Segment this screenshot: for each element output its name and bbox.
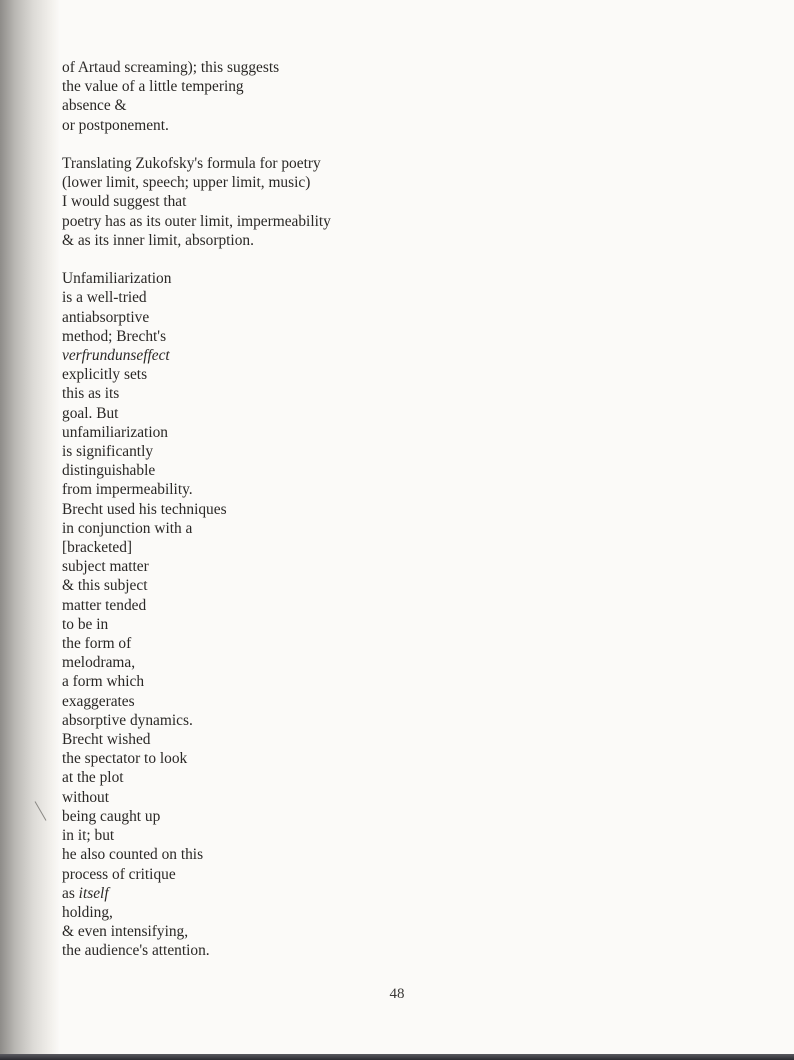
text-line: (lower limit, speech; upper limit, music) — [62, 174, 311, 192]
text-line: a form which — [62, 673, 145, 691]
text-line: this as its — [62, 385, 120, 403]
poem-text — [62, 58, 742, 980]
text-line — [62, 346, 742, 365]
text-line: method; Brecht's — [62, 327, 167, 345]
text-line: & as its inner limit, absorption. — [62, 231, 254, 249]
text-line: in conjunction with a — [62, 519, 193, 537]
text-line: or postponement. — [62, 116, 169, 134]
text-line: is significantly — [62, 443, 154, 461]
text-line: the value of a little tempering — [62, 78, 244, 96]
text-line: the spectator to look — [62, 750, 188, 768]
text-line — [62, 884, 742, 903]
text-line: Translating Zukofsky's formula for poetry — [62, 155, 321, 172]
text-line: to be in — [62, 615, 109, 633]
text-line: Brecht wished — [62, 731, 151, 749]
text-line: poetry has as its outer limit, impermeability — [62, 212, 331, 230]
book-gutter-shadow — [0, 0, 60, 1060]
text-line: absorptive dynamics. — [62, 711, 193, 729]
text-line: antiabsorptive — [62, 308, 150, 326]
text-line: the audience's attention. — [62, 942, 210, 960]
text-line: he also counted on this — [62, 846, 204, 864]
text-line: Brecht used his techniques — [62, 500, 227, 518]
text-line: distinguishable — [62, 462, 156, 480]
text-line: of Artaud screaming); this suggests — [62, 59, 280, 76]
text-line: melodrama, — [62, 654, 136, 672]
italic-term: verfrundunseffect — [62, 347, 170, 365]
scan-bottom-edge — [0, 1054, 794, 1060]
text-line: I would suggest that — [62, 193, 187, 211]
text-line: & even intensifying, — [62, 923, 189, 941]
text-line: exaggerates — [62, 692, 135, 710]
text-line: subject matter — [62, 558, 149, 576]
text-line: & this subject — [62, 577, 148, 595]
text-line: goal. But — [62, 404, 119, 422]
text-line: explicitly sets — [62, 366, 148, 384]
text-line: from impermeability. — [62, 481, 193, 499]
text-line: unfamiliarization — [62, 423, 168, 441]
text-line: without — [62, 788, 110, 806]
text-line: the form of — [62, 635, 132, 653]
text-line: matter tended — [62, 596, 147, 614]
text-line: Unfamiliarization — [62, 270, 172, 288]
page-number: 48 — [389, 986, 405, 1002]
stanza-3 — [62, 269, 742, 960]
stanza-1 — [62, 58, 742, 135]
text-line: [bracketed] — [62, 539, 133, 557]
text-line: holding, — [62, 903, 113, 921]
text-fragment: as — [62, 884, 79, 902]
text-line: in it; but — [62, 827, 115, 845]
stanza-2 — [62, 154, 742, 250]
text-line: absence & — [62, 97, 127, 115]
italic-term: itself — [78, 884, 109, 902]
text-line: is a well-tried — [62, 289, 147, 307]
text-line: being caught up — [62, 807, 161, 825]
text-line: process of critique — [62, 865, 176, 883]
text-line: at the plot — [62, 769, 124, 787]
